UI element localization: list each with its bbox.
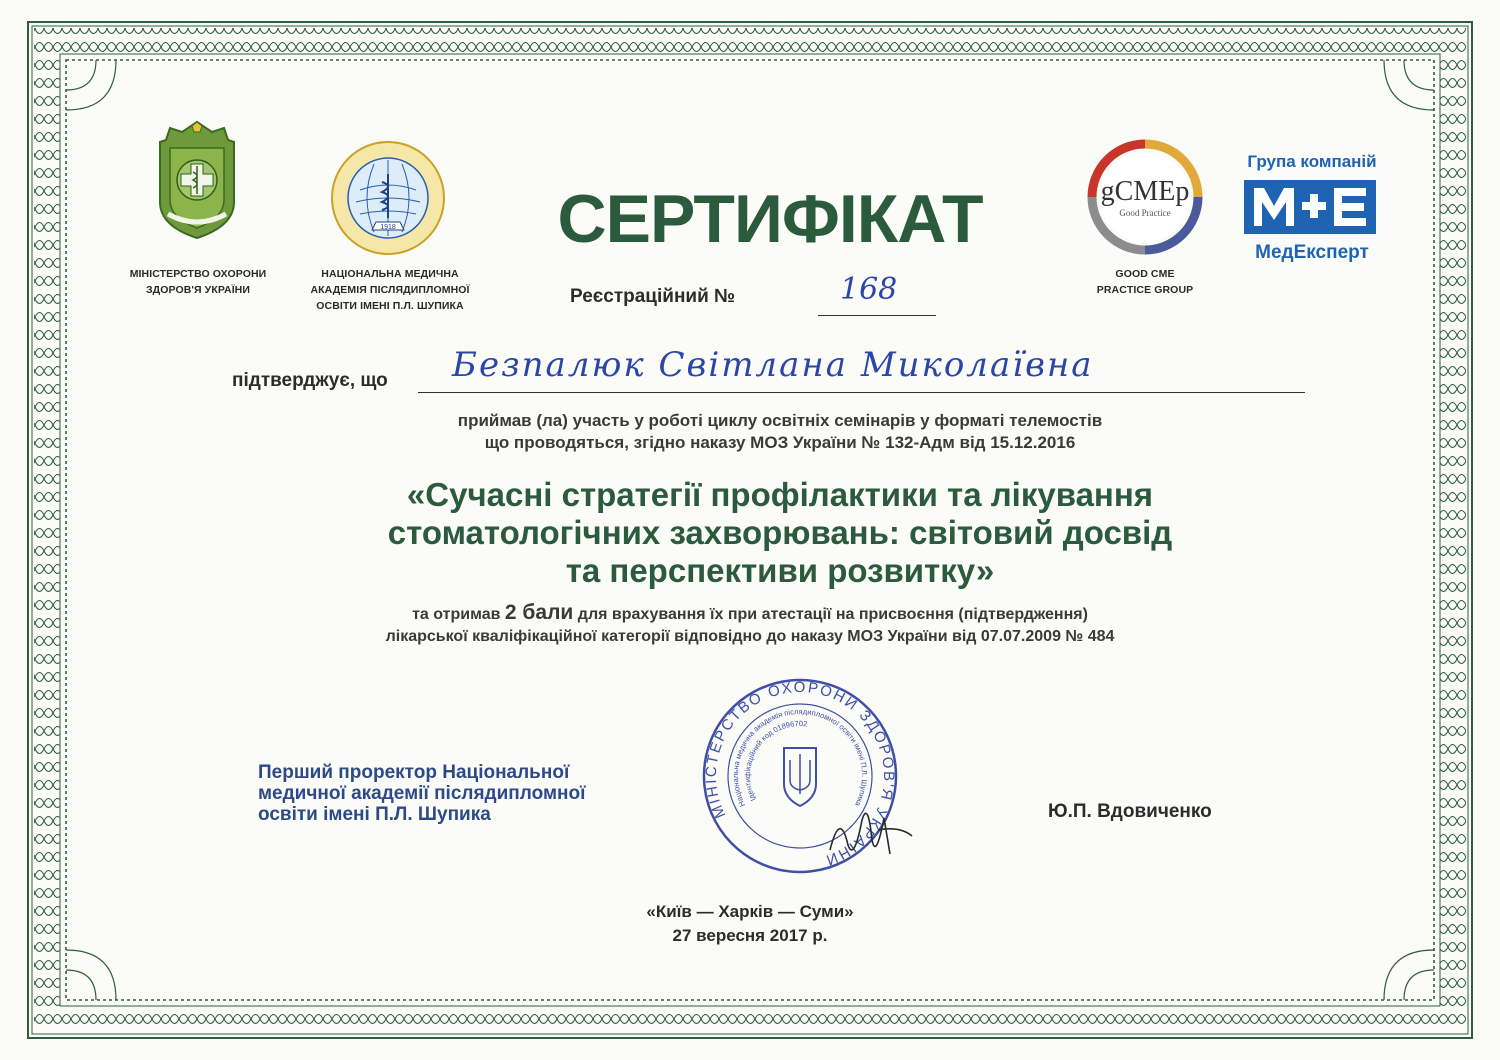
academy-caption-line: ОСВІТИ ІМЕНІ П.Л. ШУПИКА xyxy=(316,300,464,312)
footer-date: 27 вересня 2017 р. xyxy=(672,926,828,945)
footer-cities: «Київ — Харків — Суми» xyxy=(646,902,854,921)
signer-title-line: освіти імені П.Л. Шупика xyxy=(258,804,491,825)
gcmep-logo-sub: Good Practice xyxy=(1119,208,1171,218)
result-points: 2 бали xyxy=(504,601,574,624)
result-text xyxy=(180,602,1320,648)
stamp-code-text: Ідентифікаційний код 01896702 xyxy=(742,718,808,803)
result-line xyxy=(180,602,1320,626)
registration-number: 168 xyxy=(840,272,898,307)
result-line: лікарської кваліфікаційної категорії відповідно до наказу МОЗ України від 07.07.2009 № 484 xyxy=(385,628,1115,645)
signer-title-line: Перший проректор Національної xyxy=(258,762,570,783)
svg-text:1918: 1918 xyxy=(380,224,396,231)
participation-text xyxy=(230,410,1330,454)
gcmep-logo-text: gCMEp xyxy=(1100,176,1190,207)
gcmep-logo xyxy=(1086,138,1204,256)
signer-name: Ю.П. Вдовиченко xyxy=(1048,801,1212,822)
academy-emblem xyxy=(330,140,446,256)
course-title-line: та перспективи розвитку» xyxy=(565,552,995,589)
certificate-title: СЕРТИФІКАТ xyxy=(557,181,983,257)
participation-line: приймав (ла) участь у роботі циклу освітніх семінарів у форматі телемостів xyxy=(457,411,1103,430)
participation-line: що проводяться, згідно наказу МОЗ України № 132-Адм від 15.12.2016 xyxy=(484,433,1076,452)
ministry-caption-line: МІНІСТЕРСТВО ОХОРОНИ xyxy=(129,268,267,280)
signer-title xyxy=(258,762,678,825)
footer xyxy=(500,900,1000,948)
gcmep-caption-line: GOOD CME xyxy=(1115,268,1175,280)
medexpert-mark xyxy=(1244,180,1376,234)
registration-label: Реєстраційний № xyxy=(570,286,736,307)
ministry-caption-line: ЗДОРОВ'Я УКРАЇНИ xyxy=(145,284,251,296)
medexpert-top-text: Група компаній xyxy=(1247,152,1377,171)
ministry-emblem xyxy=(148,118,246,242)
gcmep-caption-line: PRACTICE GROUP xyxy=(1096,284,1194,296)
signature xyxy=(820,790,920,870)
course-title xyxy=(230,476,1330,590)
registration-underline xyxy=(818,315,936,316)
academy-caption-line: НАЦІОНАЛЬНА МЕДИЧНА xyxy=(321,268,459,280)
recipient-name: Безпалюк Світлана Миколаївна xyxy=(452,345,1094,385)
result-post: для врахування їх при атестації на присвоєння (підтвердження) xyxy=(577,606,1088,623)
academy-caption xyxy=(290,266,490,314)
result-pre: та отримав xyxy=(412,606,501,623)
medexpert-bottom-text: МедЕксперт xyxy=(1255,242,1369,263)
course-title-line: «Сучасні стратегії профілактики та лікування xyxy=(406,476,1154,513)
name-underline xyxy=(418,392,1305,393)
stamp-inner-text: Національна медична академія післядипломної освіти імені П.Л. Шупика xyxy=(730,706,870,809)
stamp-outer-text: МІНІСТЕРСТВО ОХОРОНИ ЗДОРОВ'Я УКРАЇНИ xyxy=(702,678,898,870)
academy-caption-line: АКАДЕМІЯ ПІСЛЯДИПЛОМНОЇ xyxy=(310,284,470,296)
signer-title-line: медичної академії післядипломної xyxy=(258,783,586,804)
gcmep-caption xyxy=(1075,266,1215,298)
course-title-line: стоматологічних захворювань: світовий досвід xyxy=(387,514,1173,551)
confirm-label: підтверджує, що xyxy=(232,370,388,391)
ministry-caption xyxy=(118,266,278,298)
